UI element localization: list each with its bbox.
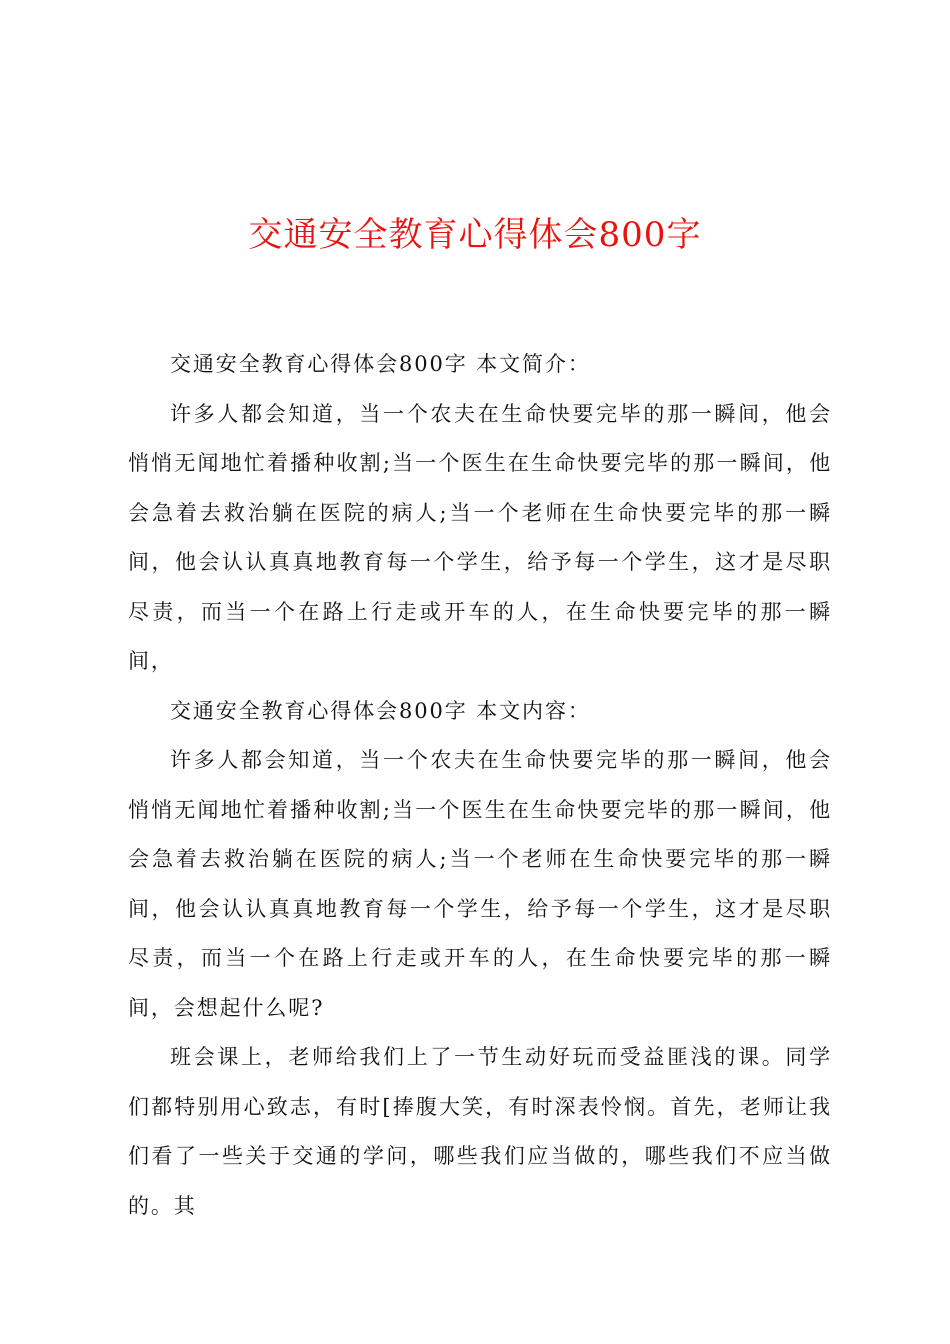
paragraph-content-heading: 交通安全教育心得体会800字 本文内容： bbox=[170, 698, 591, 723]
document-title: 交通安全教育心得体会800字 bbox=[248, 215, 702, 255]
paragraph-summary: 许多人都会知道，当一个农夫在生命快要完毕的那一瞬间，他会悄悄无闻地忙着播种收割;当一个医生在生命快要完毕的那一瞬间，他会急着去救治躺在医院的病人;当一个老师在生命快要完毕的那一瞬间，他会认认真真地教育每一个学生，给予每一个学生，这才是尽职尽责，而当一个在路上行走或开车的人，在生命快要完毕的那一瞬间， bbox=[128, 401, 832, 673]
document-body bbox=[128, 340, 832, 1231]
paragraph-class-meeting: 班会课上，老师给我们上了一节生动好玩而受益匪浅的课。同学们都特别用心致志，有时[捧腹大笑，有时深表怜悯。首先，老师让我们看了一些关于交通的学问，哪些我们应当做的，哪些我们不应当做的。其 bbox=[128, 1045, 832, 1218]
paragraph-summary-heading: 交通安全教育心得体会800字 本文简介： bbox=[170, 352, 591, 376]
paragraph-content: 许多人都会知道，当一个农夫在生命快要完毕的那一瞬间，他会悄悄无闻地忙着播种收割;当一个医生在生命快要完毕的那一瞬间，他会急着去救治躺在医院的病人;当一个老师在生命快要完毕的那一瞬间，他会认认真真地教育每一个学生，给予每一个学生，这才是尽职尽责，而当一个在路上行走或开车的人，在生命快要完毕的那一瞬间，会想起什么呢? bbox=[128, 748, 832, 1020]
